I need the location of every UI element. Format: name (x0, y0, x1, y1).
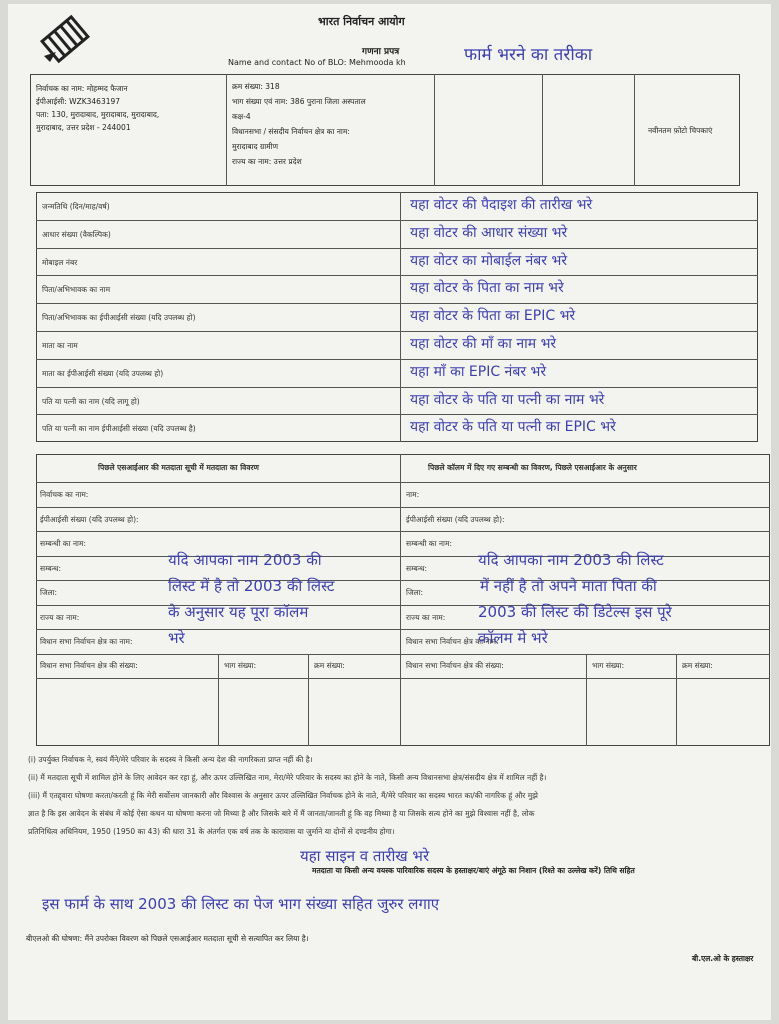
prev-right-label: जिला: (406, 588, 424, 597)
part-info-line: कक्ष-4 (232, 112, 251, 121)
prev-left-label: राज्य का नाम: (40, 612, 80, 622)
prev-right-annotation: यदि आपका नाम 2003 की लिस्ट (478, 551, 664, 569)
cell-divider (676, 654, 677, 747)
prev-left-annotation: यदि आपका नाम 2003 की (168, 551, 322, 569)
prev-left-label: सम्बन्ध: (40, 563, 62, 573)
elector-info-line: निर्वाचक का नाम: मोहम्मद फैजान (36, 84, 128, 93)
annotation-title: फार्म भरने का तरीका (464, 45, 593, 65)
prev-left-label: निर्वाचक का नाम: (40, 490, 89, 499)
photo-label: नवीनतम फ़ोटो चिपकाएं (648, 126, 713, 135)
elector-info-line: ईपीआईसी: WZK3463197 (36, 97, 121, 106)
row-divider (36, 248, 758, 249)
field-label: पति या पत्नी का नाम (यदि लागू हो) (42, 396, 140, 406)
field-label: पिता/अभिभावक का नाम (42, 285, 111, 295)
row-divider (36, 654, 770, 655)
field-label: जन्मतिथि (दिन/माह/वर्ष) (42, 202, 110, 211)
prev-last-right-label: भाग संख्या: (592, 660, 625, 670)
row-divider (36, 220, 758, 221)
part-info-line: मुरादाबाद ग्रामीण (232, 142, 279, 151)
part-info-line: विधानसभा / संसदीय निर्वाचन क्षेत्र का नाम: (232, 127, 350, 136)
elector-info-line: मुरादाबाद, उत्तर प्रदेश - 244001 (36, 123, 131, 132)
row-divider (36, 507, 770, 508)
row-divider (36, 580, 770, 581)
declaration-line: (i) उपर्युक्त निर्वाचक ने, स्वयं मैंने/मेरे परिवार के सदस्य ने किसी अन्य देश की नागरिकता प्राप्त नहीं की है। (28, 755, 313, 764)
prev-right-annotation: में नहीं है तो अपने माता पिता की (480, 577, 657, 595)
row-divider (36, 414, 758, 415)
row-divider (36, 275, 758, 276)
attach-annotation: इस फार्म के साथ 2003 की लिस्ट का पेज भाग संख्या सहित जुरुर लगाए (42, 895, 440, 913)
declaration-line: (iii) मैं एतद्द्वारा घोषणा करता/करती हूं कि मेरी सर्वोत्तम जानकारी और विश्वास के अनुसार ऊपर उल्लिखित निर्वाचक होने के नाते, मैं/मेरे परिवार का सदस्य भारत का/की नागरिक हूं और मुझे (28, 791, 538, 800)
row-divider (36, 331, 758, 332)
elector-info-line: पता: 130, मुरादाबाद, मुरादाबाद, मुरादाबाद, (36, 110, 160, 119)
prev-table-border (36, 454, 770, 746)
prev-right-header: पिछले कॉलम में दिए गए सम्बन्धी का विवरण, पिछले एसआईआर के अनुसार (428, 463, 637, 472)
field-annotation: यहा वोटर के पिता का EPIC भरे (410, 308, 576, 325)
prev-left-label: सम्बन्धी का नाम: (40, 539, 87, 548)
org-title: भारत निर्वाचन आयोग (318, 15, 405, 28)
blo-contact: Name and contact No of BLO: Mehmooda kh (228, 58, 406, 67)
field-annotation: यहा वोटर की आधार संख्या भरे (410, 224, 568, 241)
declaration-line: ज्ञात है कि इस आवेदन के संबंध में कोई ऐसा कथन या घोषणा करना जो मिथ्या है और जिसके बारे में मैं जानता/जानती हूं कि वह मिथ्या है या जिसके सत्य होने का मुझे विश्वास नहीं है, लोक (28, 809, 535, 818)
column-divider (400, 454, 401, 746)
part-info-line: क्रम संख्या: 318 (232, 82, 280, 91)
field-label: पिता/अभिभावक का ईपीआईसी संख्या (यदि उपलब्ध हो) (42, 313, 196, 323)
prev-left-annotation: के अनुसार यह पूरा कॉलम (168, 603, 309, 621)
prev-left-label: जिला: (40, 588, 58, 597)
cell-divider (308, 654, 309, 747)
prev-last-left-label: भाग संख्या: (224, 660, 257, 670)
header-divider (36, 482, 770, 483)
prev-last-right-label: विधान सभा निर्वाचन क्षेत्र की संख्या: (406, 660, 504, 670)
sign-annotation: यहा साइन व तारीख भरे (300, 847, 430, 865)
row-divider (36, 629, 770, 630)
field-annotation: यहा वोटर की पैदाइश की तारीख भरे (410, 197, 593, 213)
declaration-line: (ii) मैं मतदाता सूची में शामिल होने के लिए आवेदन कर रहा हूं, और ऊपर उल्लिखित नाम, मेरा/मेरे परिवार के सदस्य का होने के नाते, किसी अन्य विधानसभा क्षेत्र/संसदीय क्षेत्र में शामिल नहीं है। (28, 773, 547, 782)
part-info-line: राज्य का नाम: उत्तर प्रदेश (232, 157, 302, 166)
field-label: माता का नाम (42, 341, 78, 350)
row-divider (36, 678, 770, 679)
field-annotation: यहा वोटर का मोबाईल नंबर भरे (410, 252, 568, 269)
blo-signature-label: बी.एल.ओ के हस्ताक्षर (692, 954, 754, 963)
field-annotation: यहा वोटर की माँ का नाम भरे (410, 336, 557, 352)
field-annotation: यहा वोटर के पति या पत्नी का नाम भरे (410, 391, 605, 408)
form-page (8, 4, 771, 1020)
row-divider (36, 303, 758, 304)
field-label: माता का ईपीआईसी संख्या (यदि उपलब्ध हो) (42, 368, 164, 378)
eci-logo-icon (36, 10, 94, 68)
prev-right-annotation: 2003 की लिस्ट की डिटेल्स इस पूरे (478, 603, 672, 621)
prev-left-header: पिछले एसआईआर की मतदाता सूची में मतदाता का विवरण (98, 463, 259, 472)
column-divider (400, 192, 401, 442)
prev-left-label: विधान सभा निर्वाचन क्षेत्र का नाम: (40, 637, 133, 646)
prev-left-annotation: भरे (168, 629, 185, 647)
field-label: आधार संख्या (वैकल्पिक) (42, 229, 111, 239)
prev-right-annotation: कॉलम मे भरे (478, 629, 548, 647)
prev-right-label: सम्बन्ध: (406, 563, 428, 573)
prev-right-label: विधान सभा निर्वाचन क्षेत्र का नाम: (406, 637, 499, 646)
field-label: मोबाइल नंबर (42, 257, 78, 267)
cell-divider (586, 654, 587, 747)
form-title: गणना प्रपत्र (362, 47, 400, 57)
signature-label: मतदाता या किसी अन्य वयस्क पारिवारिक सदस्य के हस्ताक्षर/बाएं अंगूठे का निशान (रिश्ते का उल्लेख करें) तिथि सहित (312, 866, 635, 875)
prev-right-label: सम्बन्धी का नाम: (406, 539, 453, 548)
row-divider (36, 387, 758, 388)
prev-right-label: राज्य का नाम: (406, 612, 446, 622)
prev-last-left-label: क्रम संख्या: (314, 660, 345, 670)
field-annotation: यहा वोटर के पिता का नाम भरे (410, 280, 564, 297)
field-annotation: यहा वोटर के पति या पत्नी का EPIC भरे (410, 419, 616, 436)
cell-divider (218, 654, 219, 747)
row-divider (36, 531, 770, 532)
declaration-line: प्रतिनिधित्व अधिनियम, 1950 (1950 का 43) की धारा 31 के अंतर्गत एक वर्ष तक के कारावास या जुर्माने या दोनों से दण्डनीय होगा। (28, 827, 395, 836)
prev-left-label: ईपीआईसी संख्या (यदि उपलब्ध हो): (40, 514, 139, 524)
prev-last-right-label: क्रम संख्या: (682, 660, 713, 670)
part-info-line: भाग संख्या एवं नाम: 386 पुराना जिला अस्पताल (232, 97, 366, 106)
prev-left-annotation: लिस्ट में है तो 2003 की लिस्ट (168, 577, 335, 595)
prev-right-label: ईपीआईसी संख्या (यदि उपलब्ध हो): (406, 514, 505, 524)
field-label: पति या पत्नी का नाम ईपीआईसी संख्या (यदि उपलब्ध है) (42, 424, 196, 434)
blo-declaration: बीएलओ की घोषणा: मैंने उपरोक्त विवरण को पिछले एसआईआर मतदाता सूची से सत्यापित कर लिया है। (26, 934, 309, 943)
row-divider (36, 359, 758, 360)
field-annotation: यहा माँ का EPIC नंबर भरे (410, 363, 547, 380)
prev-right-label: नाम: (406, 490, 420, 499)
prev-last-left-label: विधान सभा निर्वाचन क्षेत्र की संख्या: (40, 660, 138, 670)
